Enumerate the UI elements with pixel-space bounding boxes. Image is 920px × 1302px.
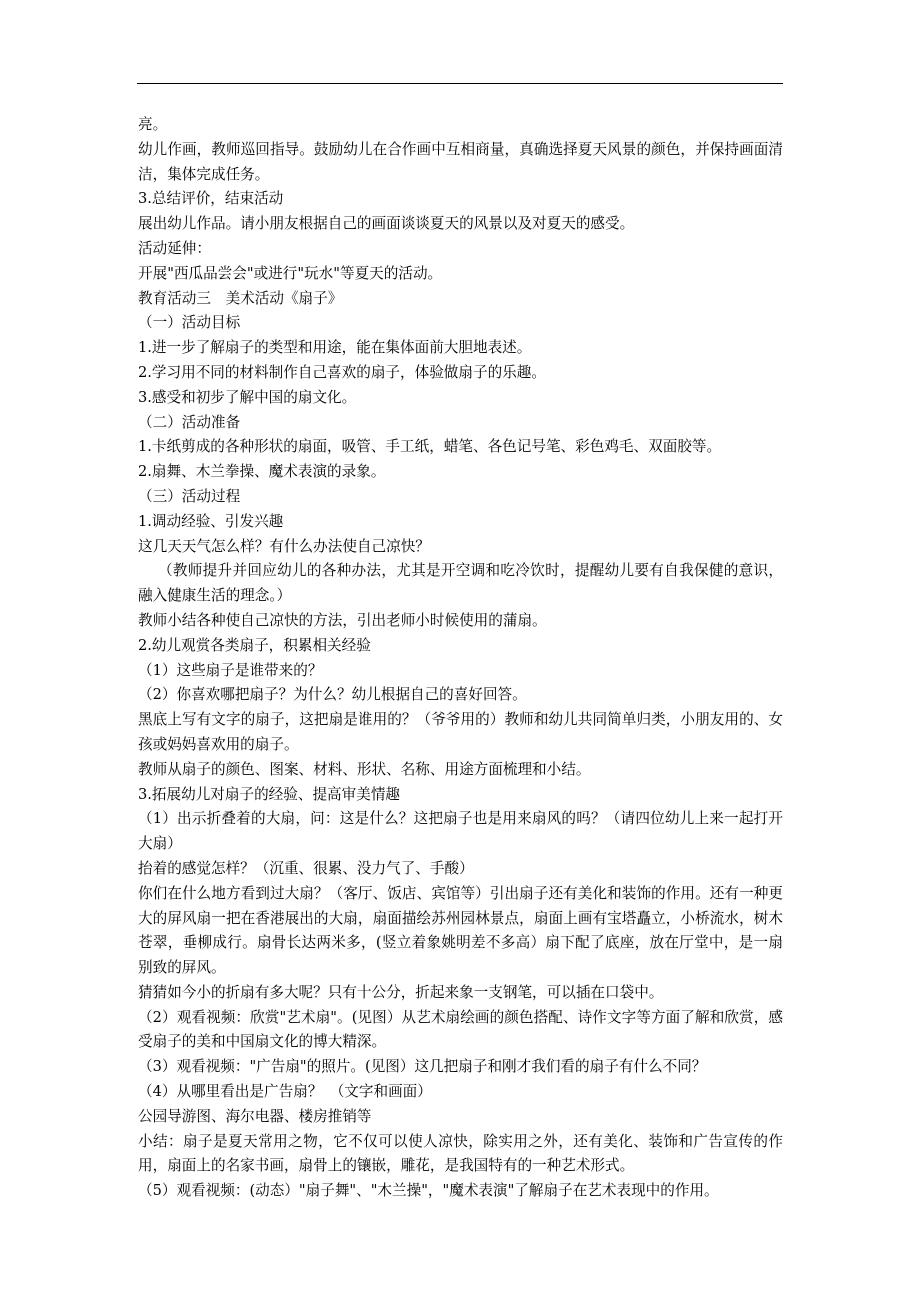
paragraph: 小结：扇子是夏天常用之物，它不仅可以使人凉快，除实用之外，还有美化、装饰和广告宣传的作用，扇面上的名家书画，扇骨上的镶嵌，雕花，是我国特有的一种艺术形式。: [138, 1132, 783, 1175]
list-item: （5）观看视频：(动态）"扇子舞"、"木兰操"，"魔术表演"了解扇子在艺术表现中的作用。: [138, 1182, 719, 1200]
list-item: 2.扇舞、木兰拳操、魔术表演的录象。: [138, 463, 386, 481]
section-heading: 2.幼儿观赏各类扇子，积累相关经验: [138, 636, 371, 654]
paragraph: 黑底上写有文字的扇子，这把扇是谁用的？（爷爷用的）教师和幼儿共同简单归类，小朋友用的、女孩或妈妈喜欢用的扇子。: [138, 711, 783, 753]
list-item: （4）从哪里看出是广告扇？ （文字和画面）: [138, 1083, 432, 1101]
paragraph: 猜猜如今小的折扇有多大呢？只有十公分，折起来象一支钢笔，可以插在口袋中。: [138, 983, 664, 1001]
section-heading: （一）活动目标: [138, 314, 241, 332]
paragraph: 公园导游图、海尔电器、楼房推销等: [138, 1107, 372, 1125]
section-heading: 1.调动经验、引发兴趣: [138, 512, 284, 530]
list-item: （2）观看视频：欣赏"艺术扇"。(见图）从艺术扇绘画的颜色搭配、诗作文字等方面了解和欣赏，感受扇子的美和中国扇文化的博大精深。: [138, 1008, 783, 1051]
paragraph: 教师小结各种使自己凉快的方法，引出老师小时候使用的蒲扇。: [138, 611, 547, 629]
document-body: [138, 113, 783, 1204]
paragraph: 幼儿作画，教师巡回指导。鼓励幼儿在合作画中互相商量，真确选择夏天风景的颜色，并保持画面清洁，集体完成任务。: [138, 140, 783, 183]
paragraph: 教师从扇子的颜色、图案、材料、形状、名称、用途方面梳理和小结。: [138, 760, 591, 778]
list-item: 3.感受和初步了解中国的扇文化。: [138, 388, 357, 406]
activity-title: 教育活动三 美术活动《扇子》: [138, 289, 343, 307]
section-heading: 活动延伸：: [138, 239, 211, 257]
section-heading: 3.总结评价，结束活动: [138, 190, 284, 208]
list-item: 1.进一步了解扇子的类型和用途，能在集体面前大胆地表述。: [138, 339, 532, 357]
paragraph: （教师提升并回应幼儿的各种办法，尤其是开空调和吃冷饮时，提醒幼儿要有自我保健的意识，融入健康生活的理念。）: [138, 562, 783, 605]
list-item: 1.卡纸剪成的各种形状的扇面，吸管、手工纸，蜡笔、各色记号笔、彩色鸡毛、双面胶等。: [138, 438, 722, 456]
list-item: 2.学习用不同的材料制作自己喜欢的扇子，体验做扇子的乐趣。: [138, 363, 546, 381]
list-item: （1）这些扇子是谁带来的？: [138, 661, 323, 679]
list-item: （2）你喜欢哪把扇子？为什么？幼儿根据自己的喜好回答。: [138, 686, 527, 704]
section-heading: （二）活动准备: [138, 413, 241, 431]
paragraph: 抬着的感觉怎样？（沉重、很累、没力气了、手酸）: [138, 859, 474, 877]
paragraph: 这几天天气怎么样？有什么办法使自己凉快？: [138, 537, 430, 555]
list-item: （1）出示折叠着的大扇，问：这是什么？这把扇子也是用来扇风的吗？（请四位幼儿上来一起打开大扇）: [138, 810, 783, 853]
header-rule: [137, 83, 783, 84]
paragraph: 展出幼儿作品。请小朋友根据自己的画面谈谈夏天的风景以及对夏天的感受。: [138, 215, 635, 233]
section-heading: 3.拓展幼儿对扇子的经验、提高审美情趣: [138, 785, 401, 803]
paragraph: 开展"西瓜品尝会"或进行"玩水"等夏天的活动。: [138, 264, 443, 282]
paragraph: 你们在什么地方看到过大扇？（客厅、饭店、宾馆等）引出扇子还有美化和装饰的作用。还有一种更大的屏风扇一把在香港展出的大扇，扇面描绘苏州园林景点，扇面上画有宝塔矗立，小桥流水，树木苍翠，垂柳成行。扇骨长达两米多，(竖立着象姚明差不多高）扇下配了底座，放在厅堂中，是一扇别致的屏风。: [138, 884, 783, 977]
section-heading: （三）活动过程: [138, 487, 241, 505]
list-item: （3）观看视频："广告扇"的照片。(见图）这几把扇子和刚才我们看的扇子有什么不同？: [138, 1058, 707, 1076]
paragraph: 亮。: [138, 116, 168, 133]
